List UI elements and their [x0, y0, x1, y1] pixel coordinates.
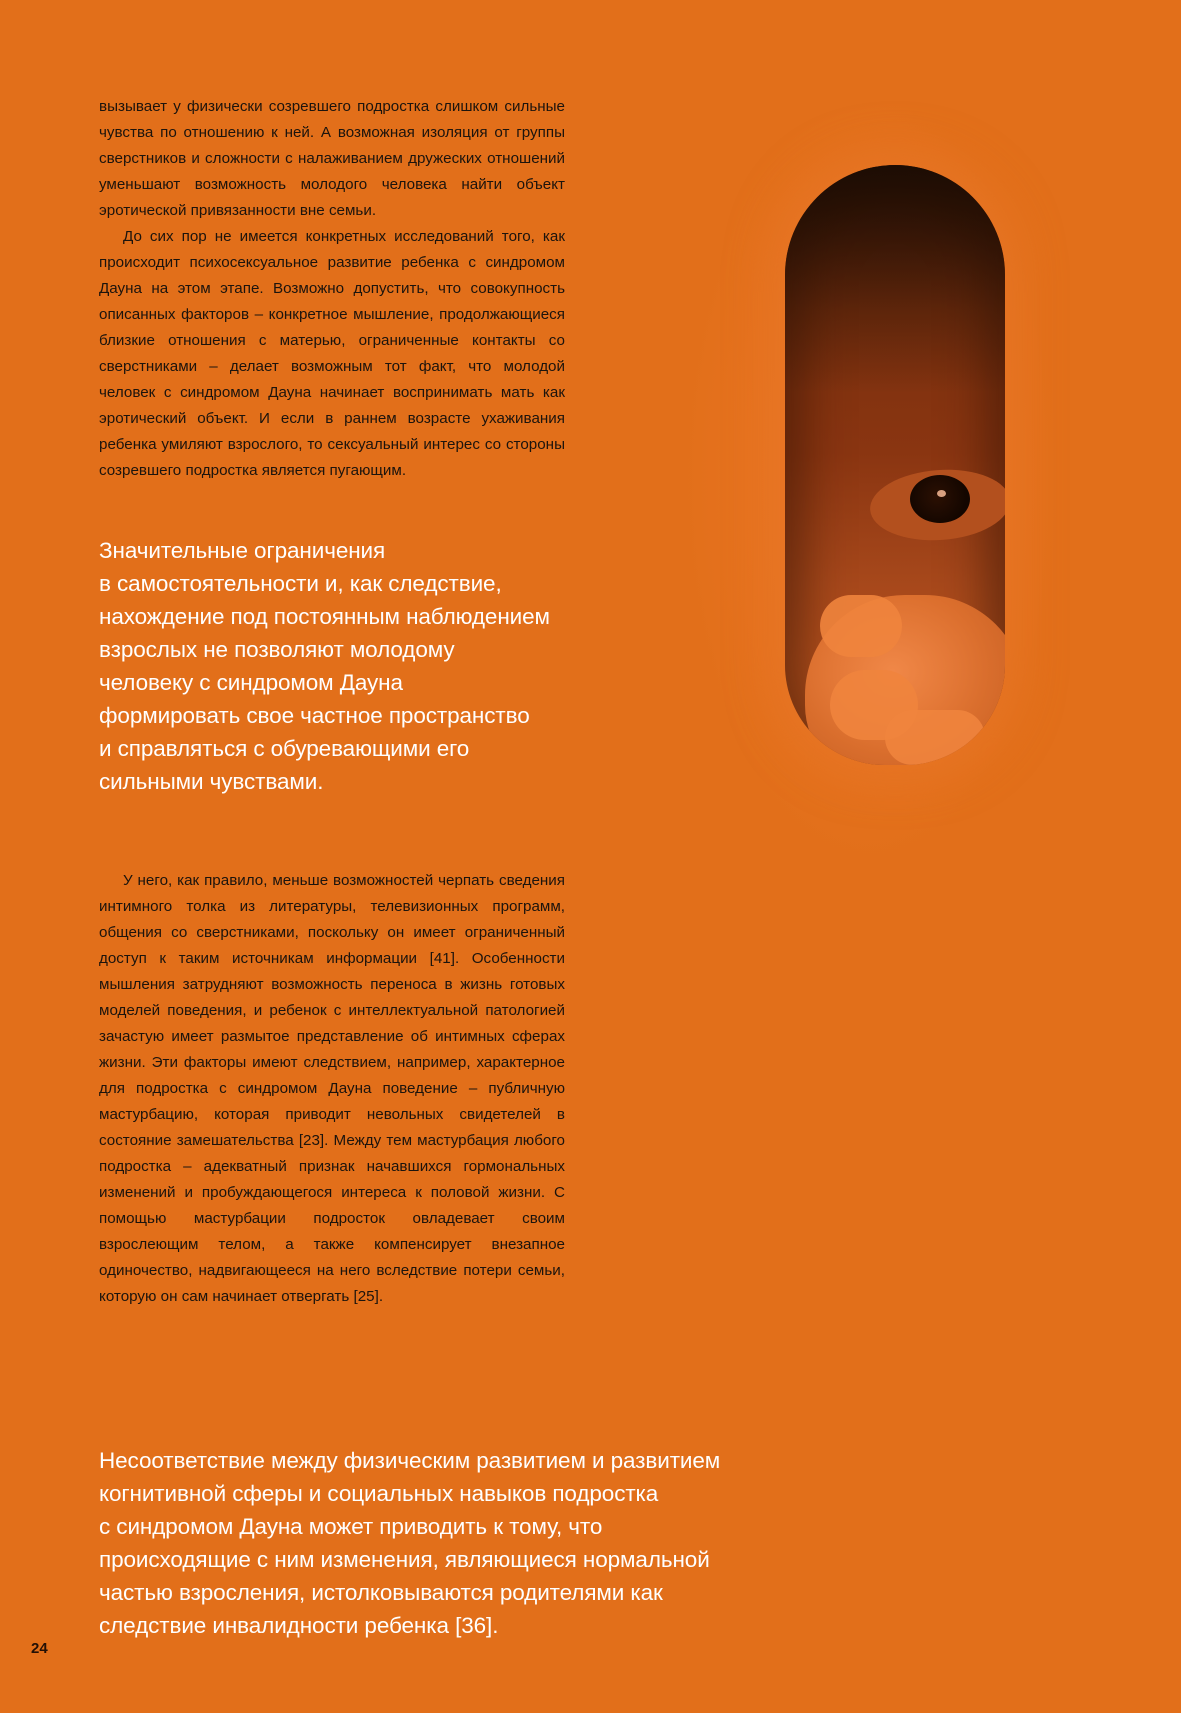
callout-first-line: нахождение под постоянным наблюдением	[99, 604, 550, 629]
top-text-block	[99, 94, 565, 484]
callout-first-line: сильными чувствами.	[99, 769, 324, 794]
callout-first	[99, 534, 599, 798]
callout-second-line: Несоответствие между физическим развитием и развитием	[99, 1448, 721, 1473]
callout-second-line: с синдромом Дауна может приводить к тому, что	[99, 1514, 603, 1539]
callout-first-line: взрослых не позволяют молодому	[99, 637, 455, 662]
middle-paragraph: У него, как правило, меньше возможностей черпать сведения интимного толка из литературы, телевизионных программ, общения со сверстниками, поскольку он имеет ограниченный доступ к таким источникам информации [41]. Особенности мышления затрудняют возможность переноса в жизнь готовых моделей поведения, и ребенок с интеллектуальной патологией зачастую имеет размытое представление об интимных сферах жизни. Эти факторы имеют следствием, например, характерное для подростка с синдромом Дауна поведение – публичную мастурбацию, которая приводит невольных свидетелей в состояние замешательства [23]. Между тем мастурбация любого подростка – адекватный признак начавшихся гормональных изменений и пробуждающегося интереса к половой жизни. С помощью мастурбации подросток овладевает своим взрослеющим телом, а также компенсирует внезапное одиночество, надвигающееся на него вследствие потери семьи, которую он сам начинает отвергать [25].	[99, 872, 565, 1305]
callout-second-line: частью взросления, истолковываются родителями как	[99, 1580, 663, 1605]
callout-second-line: происходящие с ним изменения, являющиеся нормальной	[99, 1547, 710, 1572]
child-peeking-photo	[640, 70, 1100, 890]
callout-first-line: человеку с синдромом Дауна	[99, 670, 403, 695]
top-paragraph-1: вызывает у физически созревшего подростка слишком сильные чувства по отношению к ней. А возможная изоляция от группы сверстников и сложности с налаживанием дружеских отношений уменьшают возможность молодого человека найти объект эротической привязанности вне семьи.	[99, 98, 565, 219]
callout-first-line: в самостоятельности и, как следствие,	[99, 571, 502, 596]
top-paragraph-2: До сих пор не имеется конкретных исследований того, как происходит психосексуальное развитие ребенка с синдромом Дауна на этом этапе. Возможно допустить, что совокупность описанных факторов – конкретное мышление, продолжающиеся близкие отношения с матерью, ограниченные контакты со сверстниками – делает возможным тот факт, что молодой человек с синдромом Дауна начинает воспринимать мать как эротический объект. И если в раннем возрасте ухаживания ребенка умиляют взрослого, то сексуальный интерес со стороны созревшего подростка является пугающим.	[99, 228, 565, 479]
callout-first-line: формировать свое частное пространство	[99, 703, 530, 728]
finger-1	[820, 595, 902, 657]
peephole	[785, 165, 1005, 765]
callout-second-line: следствие инвалидности ребенка [36].	[99, 1613, 499, 1638]
page-number: 24	[31, 1640, 48, 1657]
callout-first-line: и справляться с обуревающими его	[99, 736, 470, 761]
callout-second-line: когнитивной сферы и социальных навыков подростка	[99, 1481, 659, 1506]
callout-second	[99, 1444, 789, 1642]
eye-highlight	[937, 490, 946, 497]
eye-iris	[910, 475, 970, 523]
callout-first-line: Значительные ограничения	[99, 538, 386, 563]
finger-3	[885, 710, 985, 765]
middle-text-block	[99, 868, 565, 1310]
